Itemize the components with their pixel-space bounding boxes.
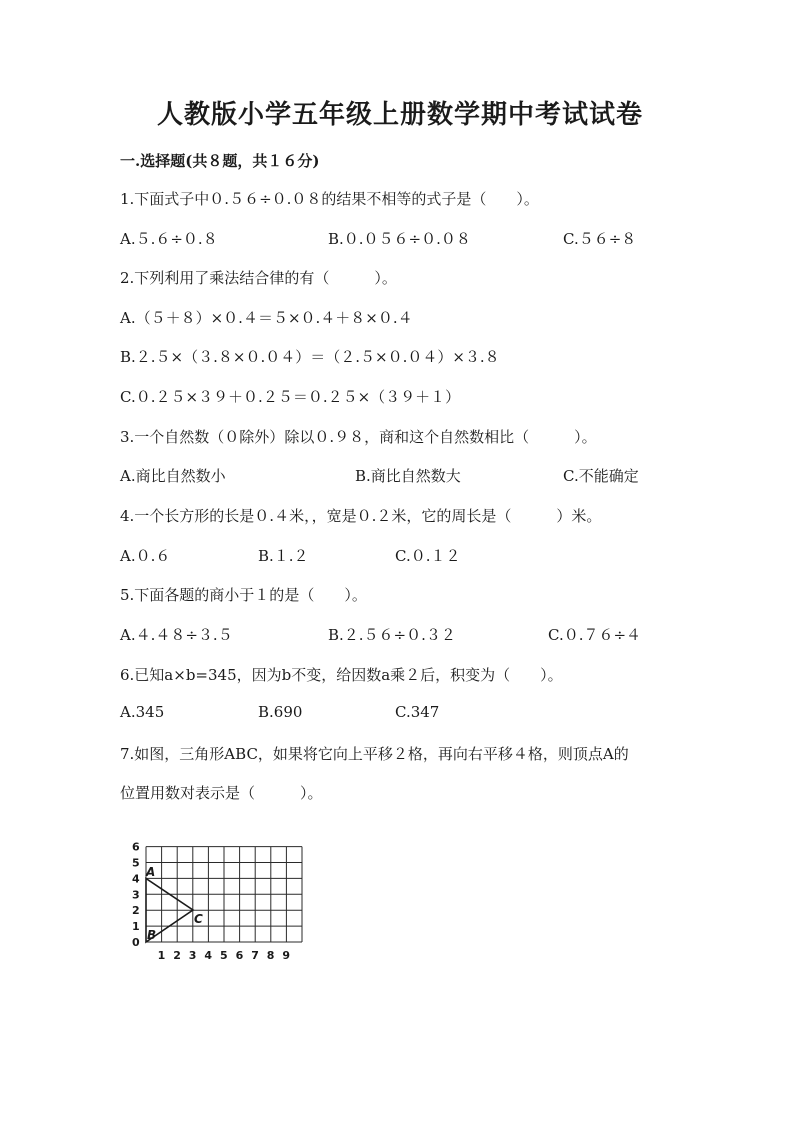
page-title: 人教版小学五年级上册数学期中考试试卷 (156, 100, 643, 130)
question-5-option-c: C.０.７６÷４ (548, 626, 642, 644)
x-tick-label: 3 (188, 949, 197, 962)
y-tick-label: 3 (132, 888, 140, 902)
question-3-option-c: C.不能确定 (563, 467, 639, 485)
y-tick-label: 5 (132, 856, 140, 870)
x-tick-label: 6 (235, 949, 244, 962)
x-tick-label: 7 (251, 949, 259, 962)
y-tick-label: 0 (132, 936, 140, 949)
point-a-label: A (146, 865, 156, 879)
point-c-label: C (194, 912, 203, 926)
question-2-option-b: B.２.５×（３.８×０.０４）＝（２.５×０.０４）×３.８ (120, 348, 500, 366)
x-tick-label: 9 (282, 949, 291, 962)
question-1-option-c: C.５６÷８ (563, 230, 637, 248)
question-1-stem: 1.下面式子中０.５６÷０.０８的结果不相等的式子是（ ）。 (120, 190, 539, 208)
question-1-option-a: A.５.６÷０.８ (120, 230, 218, 248)
x-axis-labels (158, 949, 290, 962)
question-7-stem: 7.如图，三角形ABC，如果将它向上平移２格，再向右平移４格，则顶点A的 (120, 745, 629, 763)
question-6-option-a: A.345 (120, 703, 165, 721)
question-3-option-a: A.商比自然数小 (120, 467, 226, 485)
x-tick-label: 4 (204, 949, 213, 962)
question-7-stem-continued: 位置用数对表示是（ ）。 (120, 784, 323, 802)
question-6-stem: 6.已知a×b=345，因为b不变，给因数a乘２后，积变为（ ）。 (120, 666, 563, 684)
question-4-option-c: C.０.１２ (395, 547, 461, 565)
coordinate-grid-figure (128, 832, 303, 962)
question-6-option-c: C.347 (395, 703, 440, 721)
y-tick-label: 1 (132, 920, 140, 934)
x-tick-label: 8 (266, 949, 275, 962)
question-5-option-a: A.４.４８÷３.５ (120, 626, 233, 644)
question-3-option-b: B.商比自然数大 (355, 467, 461, 485)
question-4-option-a: A.０.６ (120, 547, 171, 565)
y-tick-label: 2 (132, 904, 140, 918)
point-b-label: B (147, 928, 157, 942)
y-axis-labels (132, 841, 140, 949)
x-tick-label: 5 (220, 949, 228, 962)
question-2-stem: 2.下列利用了乘法结合律的有（ ）。 (120, 269, 397, 287)
question-2-option-c: C.０.２５×３９＋０.２５＝０.２５×（３９＋１） (120, 388, 461, 406)
y-tick-label: 4 (132, 872, 140, 886)
x-tick-label: 2 (173, 949, 181, 962)
question-2-option-a: A.（５＋８）×０.４＝５×０.４＋８×０.４ (120, 309, 413, 327)
question-6-option-b: B.690 (258, 703, 303, 721)
y-tick-label: 6 (132, 840, 140, 854)
x-tick-label: 1 (157, 949, 166, 962)
section-heading-choice: 一.选择题(共８题，共１６分) (120, 152, 320, 170)
question-5-option-b: B.２.５６÷０.３２ (328, 626, 456, 644)
question-5-stem: 5.下面各题的商小于１的是（ ）。 (120, 586, 367, 604)
question-1-option-b: B.０.０５６÷０.０８ (328, 230, 471, 248)
question-3-stem: 3.一个自然数（０除外）除以０.９８，商和这个自然数相比（ ）。 (120, 428, 597, 446)
question-4-option-b: B.１.２ (258, 547, 309, 565)
question-4-stem: 4.一个长方形的长是０.４米，，宽是０.２米，它的周长是（ ）米。 (120, 507, 602, 525)
